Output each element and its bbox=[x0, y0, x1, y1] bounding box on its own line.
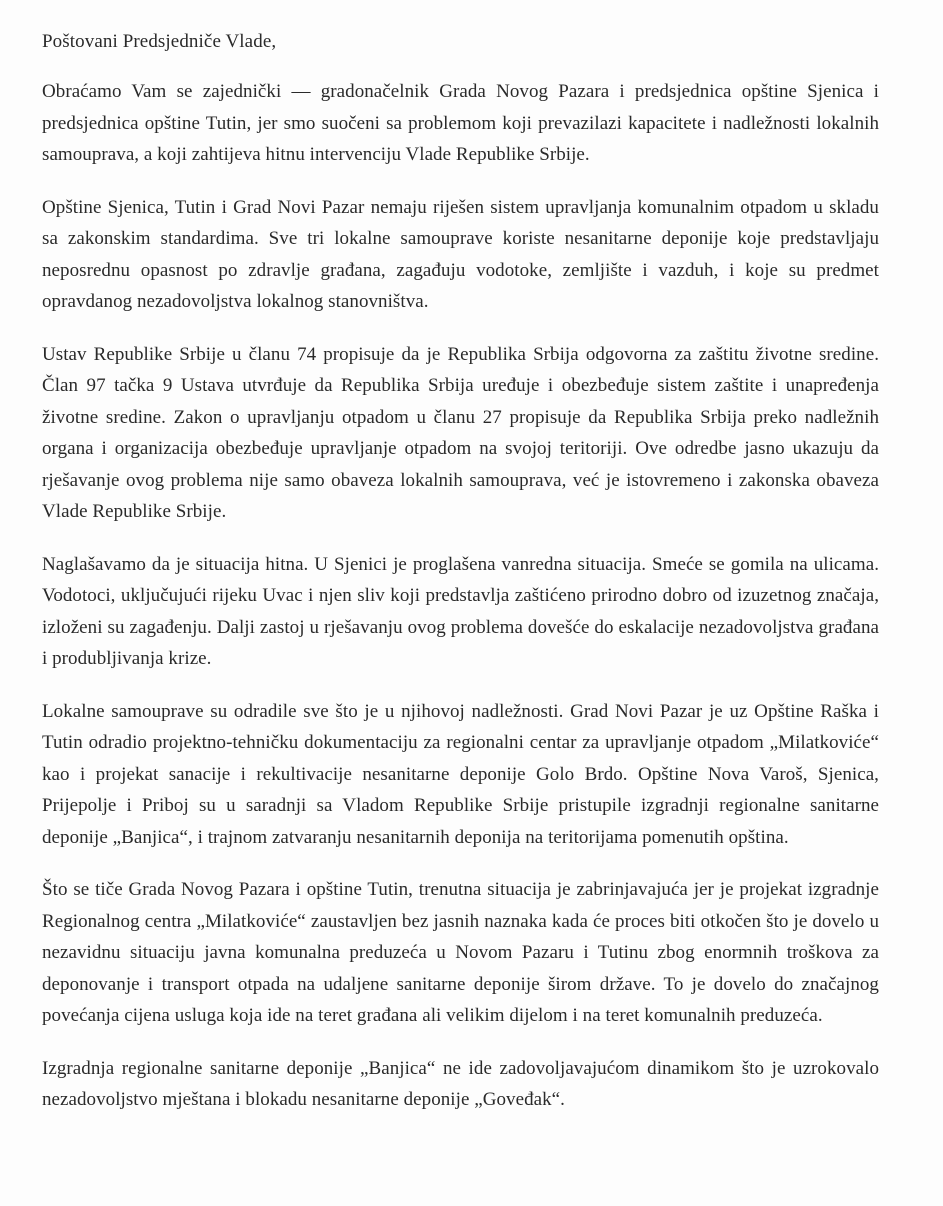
paragraph-joint-address: Obraćamo Vam se zajednički — gradonačelnik Grada Novog Pazara i predsjednica opštine Sjenica i predsjednica opštine Tutin, jer smo suočeni sa problemom koji prevazilazi kapacitete i nadležnosti lokalnih samouprava, a koji zahtijeva hitnu intervenciju Vlade Republike Srbije. bbox=[42, 81, 879, 165]
paragraph-current-situation: Što se tiče Grada Novog Pazara i opštine Tutin, trenutna situacija je zabrinjavajuća jer je projekat izgradnje Regionalnog centra „Milatkoviće“ zaustavljen bez jasnih naznaka kada će proces biti otkočen što je dovelo u nezavidnu situaciju javna komunalna preduzeća u Novom Pazaru i Tutinu zbog enormnih troškova za deponovanje i transport otpada na udaljene sanitarne deponije širom države. To je dovelo do značajnog povećanja cijena usluga koja ide na teret građana ali velikim dijelom i na teret komunalnih preduzeća. bbox=[42, 879, 879, 1026]
paragraph-local-actions: Lokalne samouprave su odradile sve što je u njihovoj nadležnosti. Grad Novi Pazar je uz Opštine Raška i Tutin odradio projektno-tehničku dokumentaciju za regionalni centar za upravljanje otpadom „Milatkoviće“ kao i projekat sanacije i rekultivacije nesanitarne deponije Golo Brdo. Opštine Nova Varoš, Sjenica, Prijepolje i Priboj su u saradnji sa Vladom Republike Srbije pristupile izgradnji regionalne sanitarne deponije „Banjica“, i trajnom zatvaranju nesanitarnih deponija na teritorijama pomenutih opština. bbox=[42, 700, 879, 848]
paragraph-urgency: Naglašavamo da je situacija hitna. U Sjenici je proglašena vanredna situacija. Smeće se gomila na ulicama. Vodotoci, uključujući rijeku Uvac i njen sliv koji predstavlja zaštićeno prirodno dobro od izuzetnog značaja, izloženi su zagađenju. Dalji zastoj u rješavanju ovog problema dovešće do eskalacije nezadovoljstva građana i produbljivanja krize. bbox=[42, 553, 879, 669]
paragraph-banjica: Izgradnja regionalne sanitarne deponije „Banjica“ ne ide zadovoljavajućom dinamikom što je uzrokovalo nezadovoljstvo mještana i blokadu nesanitarne deponije „Goveđak“. bbox=[42, 1057, 879, 1110]
paragraph-waste-problem: Opštine Sjenica, Tutin i Grad Novi Pazar nemaju riješen sistem upravljanja komunalnim otpadom u skladu sa zakonskim standardima. Sve tri lokalne samouprave koriste nesanitarne deponije koje predstavljaju neposrednu opasnost po zdravlje građana, zagađuju vodotoke, zemljište i vazduh, i koje su predmet opravdanog nezadovoljstva lokalnog stanovništva. bbox=[42, 196, 879, 312]
paragraph-legal-basis: Ustav Republike Srbije u članu 74 propisuje da je Republika Srbija odgovorna za zaštitu životne sredine. Član 97 tačka 9 Ustava utvrđuje da Republika Srbija uređuje i obezbeđuje sistem zaštite i unapređenja životne sredine. Zakon o upravljanju otpadom u članu 27 propisuje da Republika Srbija preko nadležnih organa i organizacija obezbeđuje upravljanje otpadom na svojoj teritoriji. Ove odredbe jasno ukazuju da rješavanje ovog problema nije samo obaveza lokalnih samouprava, već je istovremeno i zakonska obaveza Vlade Republike Srbije. bbox=[42, 343, 879, 522]
salutation: Poštovani Predsjedniče Vlade, bbox=[42, 31, 277, 52]
